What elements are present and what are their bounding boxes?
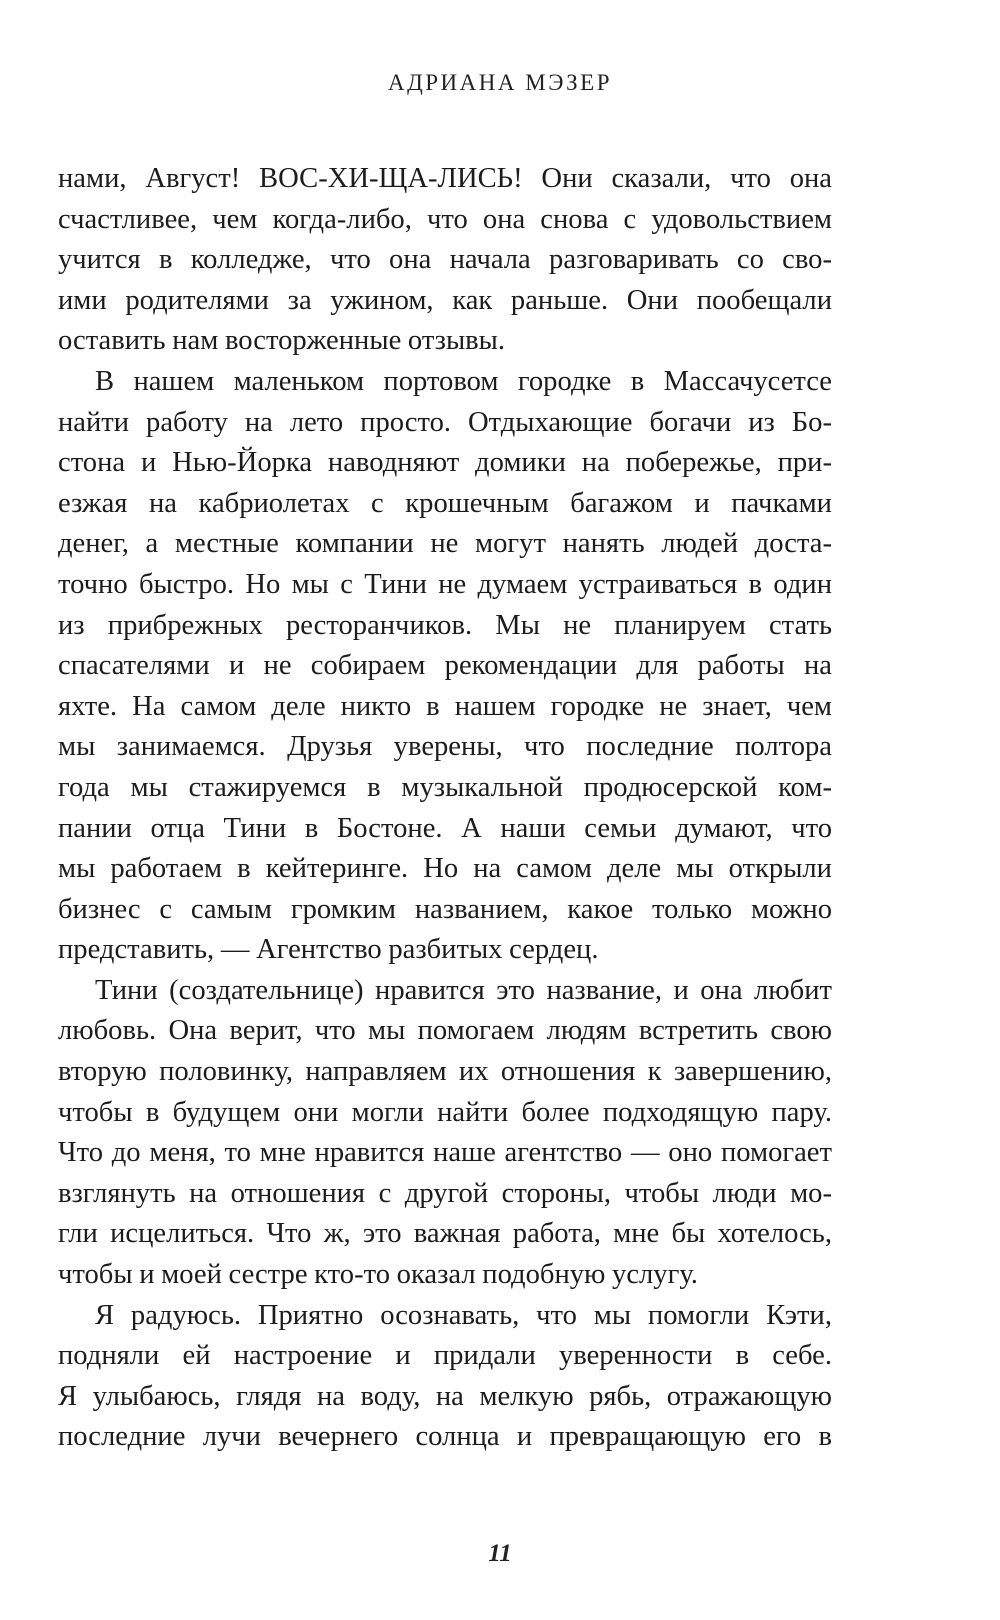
text-line: денег, а местные компании не могут нанять людей доста- (58, 528, 832, 560)
text-line: стона и Нью-Йорка наводняют домики на побережье, при- (58, 447, 832, 479)
text-line: мы занимаемся. Друзья уверены, что последние полтора (58, 731, 832, 763)
text-line: представить, — Агентство разбитых сердец. (58, 934, 599, 966)
text-line: бизнес с самым громким названием, какое только можно (58, 893, 832, 925)
text-line: подняли ей настроение и придали уверенности в себе. (58, 1340, 832, 1372)
text-line: любовь. Она верит, что мы помогаем людям встретить свою (58, 1015, 832, 1047)
text-line: пании отца Тини в Бостоне. А наши семьи думают, что (58, 812, 832, 844)
text-line: найти работу на лето просто. Отдыхающие богачи из Бо- (58, 406, 832, 438)
text-line: оставить нам восторженные отзывы. (58, 325, 506, 357)
text-line: учится в колледже, что она начала разговаривать со сво- (58, 244, 832, 276)
text-line: езжая на кабриолетах с крошечным багажом и пачками (58, 487, 832, 519)
text-line: спасателями и не собираем рекомендации для работы на (58, 650, 832, 682)
text-line: В нашем маленьком портовом городке в Массачусетсе (95, 365, 832, 397)
text-line: яхте. На самом деле никто в нашем городке не знает, чем (58, 690, 832, 722)
text-line: точно быстро. Но мы с Тини не думаем устраиваться в один (58, 568, 832, 600)
running-head-author: АДРИАНА МЭЗЕР (387, 70, 613, 95)
text-line: чтобы в будущем они могли найти более подходящую пару. (58, 1096, 832, 1128)
text-line: нами, Август! ВОС-ХИ-ЩА-ЛИСЬ! Они сказали, что она (58, 163, 832, 194)
text-line: ими родителями за ужином, как раньше. Они пообещали (58, 284, 832, 316)
text-line: гли исцелиться. Что ж, это важная работа, мне бы хотелось, (58, 1218, 832, 1250)
page-number: 11 (488, 1540, 512, 1567)
text-line: последние лучи вечернего солнца и превращающую его в (58, 1421, 832, 1453)
text-line: чтобы и моей сестре кто-то оказал подобную услугу. (58, 1259, 698, 1291)
body-text (58, 159, 832, 1458)
text-line: Тини (создательнице) нравится это название, и она любит (95, 974, 832, 1006)
text-line: года мы стажируемся в музыкальной продюсерской ком- (58, 771, 832, 803)
text-line: Что до меня, то мне нравится наше агентство — оно помогает (58, 1137, 832, 1169)
text-line: взглянуть на отношения с другой стороны, чтобы люди мо- (58, 1177, 832, 1209)
text-line: Я улыбаюсь, глядя на воду, на мелкую рябь, отражающую (58, 1380, 832, 1412)
text-line: Я радуюсь. Приятно осознавать, что мы помогли Кэти, (95, 1299, 832, 1331)
text-line: вторую половинку, направляем их отношения к завершению, (58, 1056, 832, 1088)
text-line: из прибрежных ресторанчиков. Мы не планируем стать (58, 609, 832, 641)
text-line: мы работаем в кейтеринге. Но на самом деле мы открыли (58, 853, 832, 885)
text-line: счастливее, чем когда-либо, что она снова с удовольствием (58, 203, 832, 235)
